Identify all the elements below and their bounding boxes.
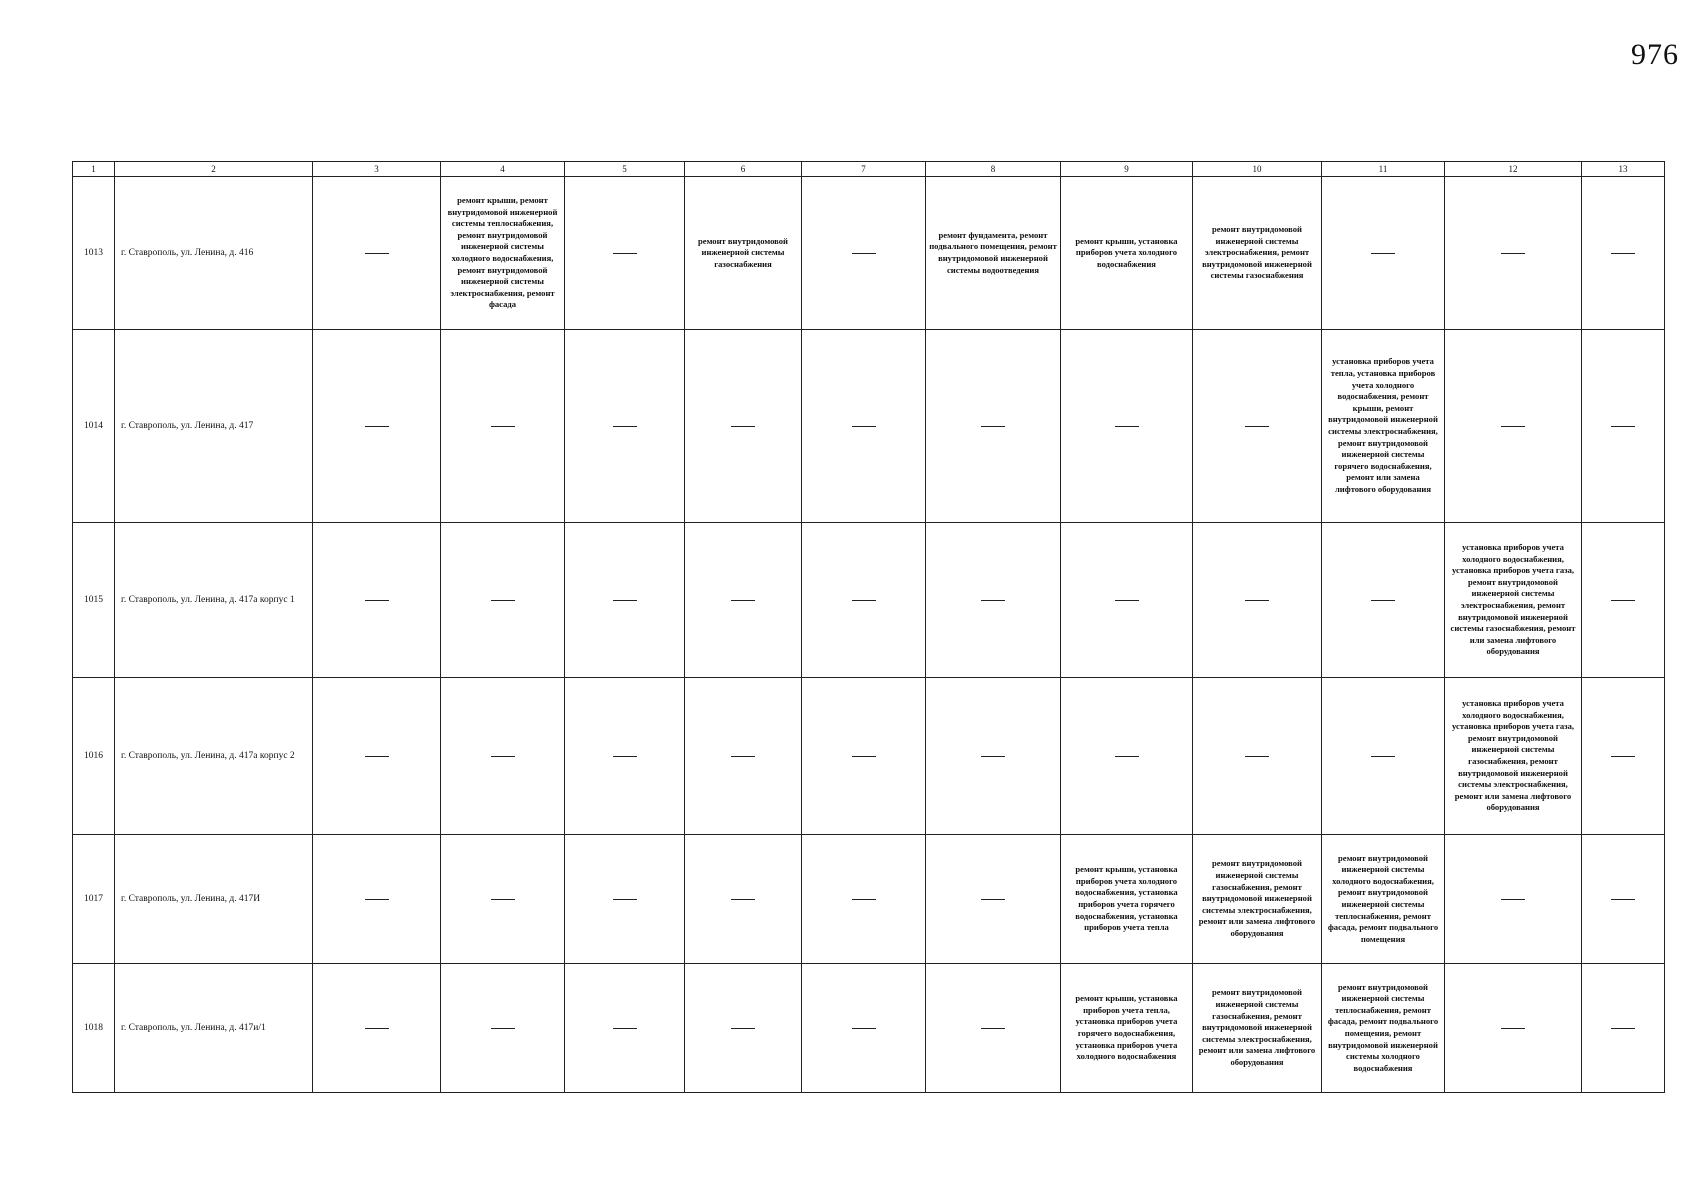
empty-cell — [685, 523, 802, 678]
address-cell: г. Ставрополь, ул. Ленина, д. 417И — [115, 835, 313, 964]
address-cell: г. Ставрополь, ул. Ленина, д. 417и/1 — [115, 964, 313, 1093]
empty-cell — [1582, 330, 1665, 523]
work-type-cell: ремонт крыши, установка приборов учета холодного водоснабжения — [1061, 177, 1193, 330]
dash-mark — [491, 600, 515, 601]
empty-cell — [565, 523, 685, 678]
empty-cell — [1445, 330, 1582, 523]
dash-mark — [613, 600, 637, 601]
dash-mark — [731, 426, 755, 427]
empty-cell — [565, 964, 685, 1093]
dash-mark — [1501, 1028, 1525, 1029]
dash-mark — [852, 899, 876, 900]
column-header: 8 — [926, 162, 1061, 177]
dash-mark — [365, 899, 389, 900]
column-header: 4 — [441, 162, 565, 177]
empty-cell — [1445, 177, 1582, 330]
dash-mark — [1501, 426, 1525, 427]
dash-mark — [613, 899, 637, 900]
empty-cell — [926, 835, 1061, 964]
dash-mark — [365, 253, 389, 254]
empty-cell — [1322, 523, 1445, 678]
table-body — [73, 177, 1665, 1093]
empty-cell — [441, 678, 565, 835]
column-header: 5 — [565, 162, 685, 177]
table-row — [73, 330, 1665, 523]
empty-cell — [1193, 330, 1322, 523]
dash-mark — [981, 899, 1005, 900]
work-type-cell: ремонт крыши, установка приборов учета тепла, установка приборов учета горячего водоснабжения, установка приборов учета холодного водоснабжения — [1061, 964, 1193, 1093]
empty-cell — [802, 177, 926, 330]
empty-cell — [565, 678, 685, 835]
dash-mark — [852, 756, 876, 757]
empty-cell — [1322, 177, 1445, 330]
table-row — [73, 964, 1665, 1093]
dash-mark — [365, 600, 389, 601]
empty-cell — [313, 523, 441, 678]
work-type-cell: установка приборов учета холодного водоснабжения, установка приборов учета газа, ремонт внутридомовой инженерной системы газоснабжения, ремонт внутридомовой инженерной системы электроснабжения, ремонт или замена лифтового оборудования — [1445, 678, 1582, 835]
empty-cell — [1582, 835, 1665, 964]
dash-mark — [1115, 426, 1139, 427]
dash-mark — [1611, 426, 1635, 427]
empty-cell — [313, 678, 441, 835]
address-cell: г. Ставрополь, ул. Ленина, д. 417 — [115, 330, 313, 523]
work-type-cell: ремонт крыши, ремонт внутридомовой инженерной системы теплоснабжения, ремонт внутридомовой инженерной системы холодного водоснабжения, ремонт внутридомовой инженерной системы электроснабжения, ремонт фасада — [441, 177, 565, 330]
dash-mark — [491, 426, 515, 427]
dash-mark — [852, 600, 876, 601]
empty-cell — [441, 330, 565, 523]
dash-mark — [1245, 426, 1269, 427]
empty-cell — [802, 330, 926, 523]
empty-cell — [565, 330, 685, 523]
empty-cell — [1061, 523, 1193, 678]
dash-mark — [981, 1028, 1005, 1029]
empty-cell — [441, 964, 565, 1093]
column-header: 3 — [313, 162, 441, 177]
empty-cell — [441, 835, 565, 964]
empty-cell — [1445, 835, 1582, 964]
row-number: 1018 — [73, 964, 115, 1093]
dash-mark — [1611, 1028, 1635, 1029]
work-type-cell: ремонт внутридомовой инженерной системы газоснабжения, ремонт внутридомовой инженерной системы электроснабжения, ремонт или замена лифтового оборудования — [1193, 835, 1322, 964]
dash-mark — [1611, 899, 1635, 900]
row-number: 1016 — [73, 678, 115, 835]
work-type-cell: установка приборов учета холодного водоснабжения, установка приборов учета газа, ремонт внутридомовой инженерной системы электроснабжения, ремонт внутридомовой инженерной системы газоснабжения, ремонт или замена лифтового оборудования — [1445, 523, 1582, 678]
dash-mark — [731, 899, 755, 900]
work-type-cell: ремонт внутридомовой инженерной системы электроснабжения, ремонт внутридомовой инженерной системы газоснабжения — [1193, 177, 1322, 330]
dash-mark — [365, 1028, 389, 1029]
dash-mark — [491, 756, 515, 757]
work-type-cell: ремонт внутридомовой инженерной системы холодного водоснабжения, ремонт внутридомовой инженерной системы теплоснабжения, ремонт фасада, ремонт подвального помещения — [1322, 835, 1445, 964]
dash-mark — [613, 756, 637, 757]
dash-mark — [1245, 600, 1269, 601]
empty-cell — [926, 678, 1061, 835]
column-header: 6 — [685, 162, 802, 177]
dash-mark — [491, 1028, 515, 1029]
work-type-cell: ремонт крыши, установка приборов учета холодного водоснабжения, установка приборов учета горячего водоснабжения, установка приборов учета тепла — [1061, 835, 1193, 964]
dash-mark — [491, 899, 515, 900]
empty-cell — [802, 835, 926, 964]
empty-cell — [1582, 678, 1665, 835]
empty-cell — [1193, 523, 1322, 678]
empty-cell — [1582, 177, 1665, 330]
header-row — [73, 162, 1665, 177]
empty-cell — [441, 523, 565, 678]
table-row — [73, 177, 1665, 330]
empty-cell — [926, 330, 1061, 523]
column-header: 13 — [1582, 162, 1665, 177]
empty-cell — [1445, 964, 1582, 1093]
dash-mark — [1611, 600, 1635, 601]
empty-cell — [926, 964, 1061, 1093]
dash-mark — [981, 756, 1005, 757]
empty-cell — [313, 177, 441, 330]
dash-mark — [852, 1028, 876, 1029]
repair-schedule-table-wrap — [72, 161, 1664, 1093]
dash-mark — [1371, 756, 1395, 757]
dash-mark — [731, 1028, 755, 1029]
empty-cell — [685, 835, 802, 964]
column-header: 12 — [1445, 162, 1582, 177]
row-number: 1013 — [73, 177, 115, 330]
row-number: 1015 — [73, 523, 115, 678]
row-number: 1017 — [73, 835, 115, 964]
column-header: 7 — [802, 162, 926, 177]
dash-mark — [1611, 756, 1635, 757]
column-header: 10 — [1193, 162, 1322, 177]
empty-cell — [802, 678, 926, 835]
dash-mark — [731, 756, 755, 757]
empty-cell — [313, 330, 441, 523]
dash-mark — [1245, 756, 1269, 757]
empty-cell — [802, 964, 926, 1093]
column-header: 9 — [1061, 162, 1193, 177]
empty-cell — [685, 964, 802, 1093]
dash-mark — [981, 426, 1005, 427]
empty-cell — [565, 177, 685, 330]
empty-cell — [1582, 523, 1665, 678]
empty-cell — [565, 835, 685, 964]
work-type-cell: ремонт внутридомовой инженерной системы теплоснабжения, ремонт фасада, ремонт подвального помещения, ремонт внутридомовой инженерной системы холодного водоснабжения — [1322, 964, 1445, 1093]
dash-mark — [1501, 253, 1525, 254]
table-row — [73, 678, 1665, 835]
table-row — [73, 523, 1665, 678]
dash-mark — [613, 1028, 637, 1029]
column-header: 2 — [115, 162, 313, 177]
empty-cell — [685, 330, 802, 523]
dash-mark — [731, 600, 755, 601]
empty-cell — [1322, 678, 1445, 835]
work-type-cell: установка приборов учета тепла, установка приборов учета холодного водоснабжения, ремонт крыши, ремонт внутридомовой инженерной системы электроснабжения, ремонт внутридомовой инженерной системы горячего водоснабжения, ремонт или замена лифтового оборудования — [1322, 330, 1445, 523]
dash-mark — [1115, 600, 1139, 601]
dash-mark — [613, 426, 637, 427]
column-header: 1 — [73, 162, 115, 177]
dash-mark — [1611, 253, 1635, 254]
empty-cell — [313, 964, 441, 1093]
row-number: 1014 — [73, 330, 115, 523]
dash-mark — [852, 253, 876, 254]
column-header: 11 — [1322, 162, 1445, 177]
empty-cell — [313, 835, 441, 964]
dash-mark — [981, 600, 1005, 601]
table-row — [73, 835, 1665, 964]
dash-mark — [1371, 600, 1395, 601]
dash-mark — [365, 426, 389, 427]
dash-mark — [1371, 253, 1395, 254]
work-type-cell: ремонт внутридомовой инженерной системы газоснабжения, ремонт внутридомовой инженерной системы электроснабжения, ремонт или замена лифтового оборудования — [1193, 964, 1322, 1093]
address-cell: г. Ставрополь, ул. Ленина, д. 417а корпус 1 — [115, 523, 313, 678]
empty-cell — [802, 523, 926, 678]
dash-mark — [1115, 756, 1139, 757]
page-number: 976 — [1631, 38, 1679, 71]
work-type-cell: ремонт фундамента, ремонт подвального помещения, ремонт внутридомовой инженерной системы водоотведения — [926, 177, 1061, 330]
address-cell: г. Ставрополь, ул. Ленина, д. 417а корпус 2 — [115, 678, 313, 835]
empty-cell — [1061, 678, 1193, 835]
empty-cell — [926, 523, 1061, 678]
empty-cell — [1582, 964, 1665, 1093]
repair-schedule-table — [72, 161, 1665, 1093]
dash-mark — [613, 253, 637, 254]
dash-mark — [1501, 899, 1525, 900]
dash-mark — [365, 756, 389, 757]
work-type-cell: ремонт внутридомовой инженерной системы газоснабжения — [685, 177, 802, 330]
dash-mark — [852, 426, 876, 427]
address-cell: г. Ставрополь, ул. Ленина, д. 416 — [115, 177, 313, 330]
empty-cell — [685, 678, 802, 835]
empty-cell — [1193, 678, 1322, 835]
empty-cell — [1061, 330, 1193, 523]
